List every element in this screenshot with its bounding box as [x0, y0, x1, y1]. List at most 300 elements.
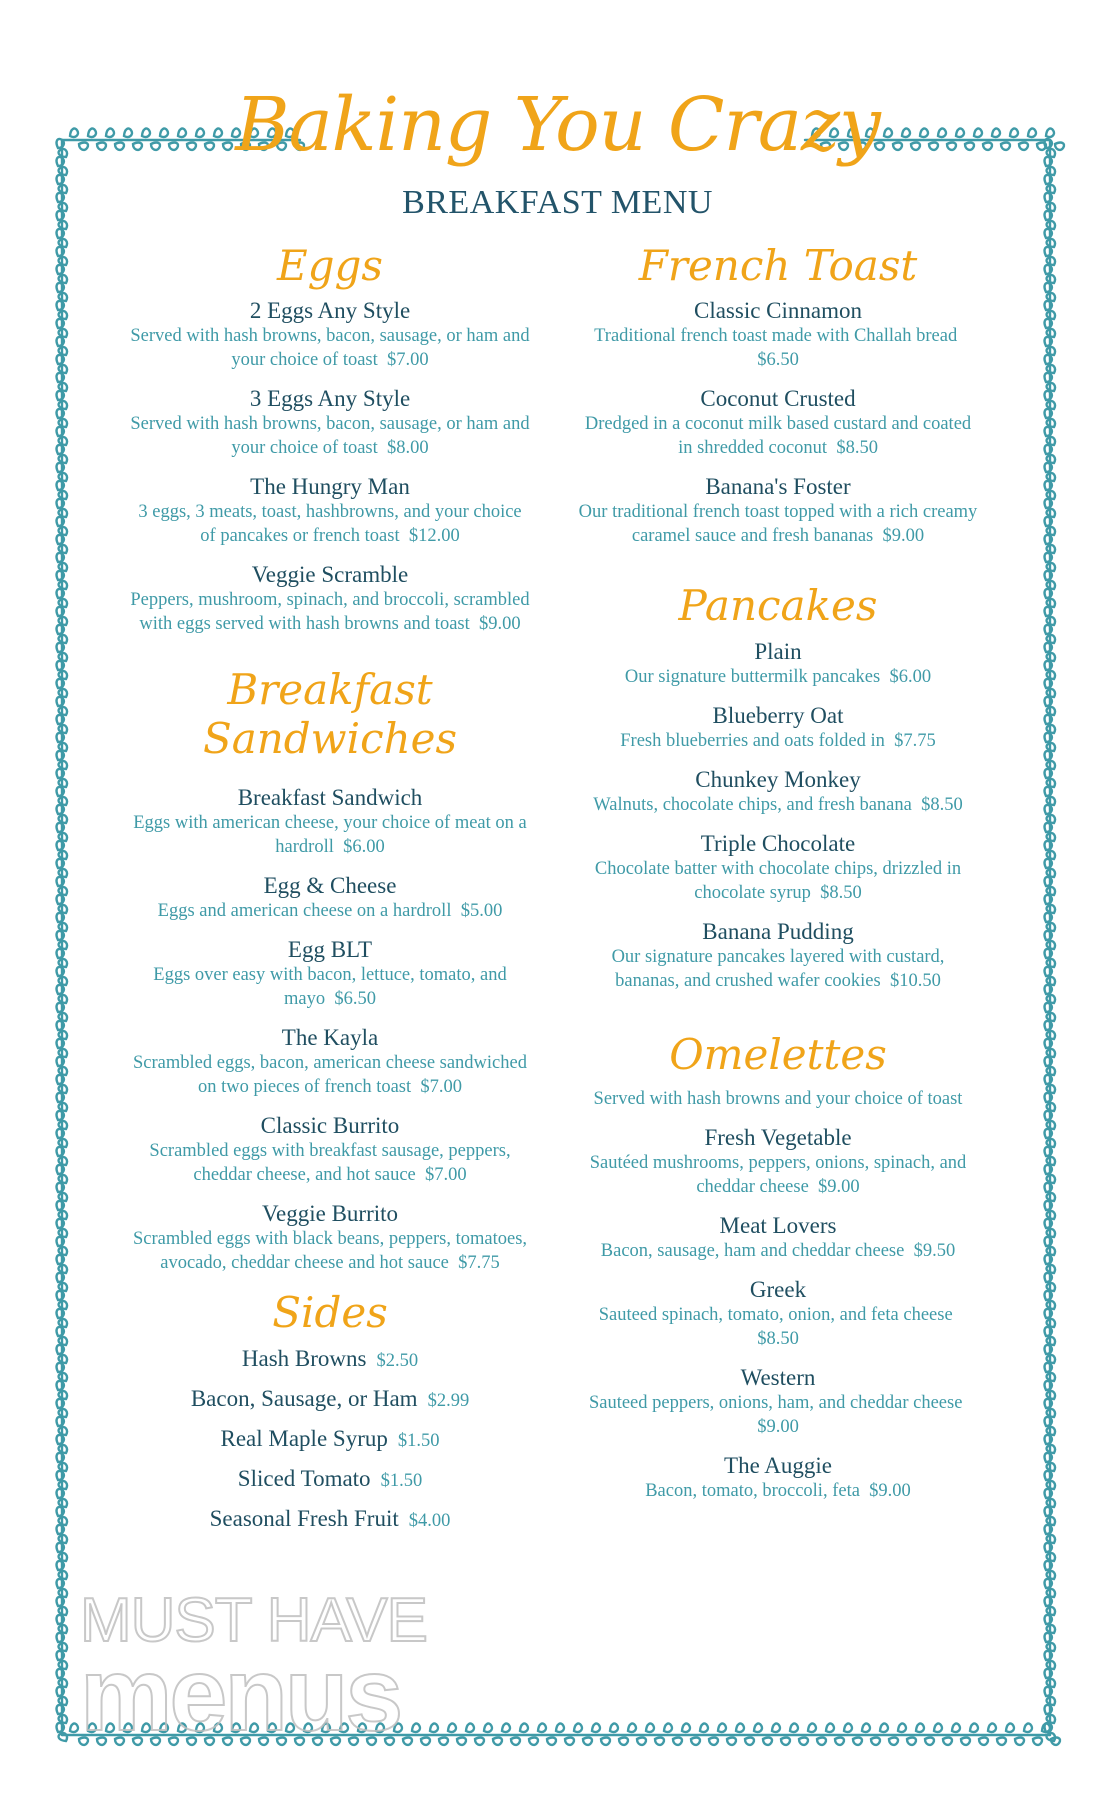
vine-leaf	[1042, 642, 1053, 654]
omelettes-note: Served with hash browns and your choice of toast	[593, 1088, 963, 1109]
vine-leaf	[57, 382, 68, 394]
item-name: Egg BLT	[287, 936, 373, 962]
vine-leaf	[54, 1110, 65, 1122]
vine-leaf	[1045, 1372, 1056, 1384]
item-price: $7.00	[387, 350, 429, 371]
menu-item	[578, 386, 978, 460]
vine-leaf	[1045, 1246, 1056, 1258]
vine-leaf	[54, 642, 65, 654]
vine-leaf	[57, 958, 68, 970]
vine-leaf	[1042, 588, 1053, 600]
vine-leaf	[54, 1560, 65, 1572]
restaurant-title: Baking You Crazy	[235, 82, 880, 168]
vine-leaf	[57, 508, 68, 520]
vine-leaf	[1045, 166, 1056, 178]
vine-leaf	[1042, 1002, 1053, 1014]
vine-leaf	[57, 706, 68, 718]
vine-leaf	[1045, 670, 1056, 682]
vine-leaf	[1042, 462, 1053, 474]
vine-leaf	[230, 1722, 242, 1733]
vine-leaf	[1045, 1048, 1056, 1060]
vine-leaf	[54, 1542, 65, 1554]
side-price: $2.99	[427, 1391, 470, 1412]
vine-leaf	[1045, 1624, 1056, 1636]
vine-leaf	[57, 1624, 68, 1636]
vine-leaf	[57, 1048, 68, 1060]
vine-leaf	[1045, 454, 1056, 466]
vine-leaf	[932, 1722, 944, 1733]
vine-leaf	[1045, 850, 1056, 862]
vine-leaf	[1042, 1200, 1053, 1212]
vine-leaf	[57, 166, 68, 178]
vine-leaf	[1004, 1722, 1016, 1733]
vine-leaf	[968, 1722, 980, 1733]
vine-leaf	[1042, 1020, 1053, 1032]
item-description: Dredged in a coconut milk based custard and coated in shredded coconut $8.50	[584, 414, 972, 459]
vine-leaf	[1042, 1488, 1053, 1500]
vine-leaf	[1045, 1282, 1056, 1294]
vine-leaf	[986, 1722, 998, 1733]
vine-leaf	[54, 822, 65, 834]
vine-leaf	[1042, 1632, 1053, 1644]
vine-leaf	[54, 1578, 65, 1590]
vine-leaf	[599, 1735, 611, 1746]
vine-leaf	[401, 1735, 413, 1746]
pancakes-section	[578, 582, 978, 992]
item-description: Eggs over easy with bacon, lettuce, tomato, and mayo $6.50	[153, 964, 507, 1009]
vine-leaf	[54, 462, 65, 474]
vine-leaf	[995, 1735, 1007, 1746]
item-name: Greek	[749, 1276, 807, 1302]
vine-leaf	[617, 1735, 629, 1746]
vine-leaf	[57, 1282, 68, 1294]
item-price: $8.50	[921, 794, 963, 815]
vine-leaf	[54, 1362, 65, 1374]
vine-leaf	[1042, 1470, 1053, 1482]
vine-leaf	[1045, 886, 1056, 898]
vine-leaf	[869, 1735, 881, 1746]
vine-leaf	[54, 282, 65, 294]
vine-leaf	[54, 894, 65, 906]
side-price: $1.50	[380, 1471, 423, 1492]
item-name: Fresh Vegetable	[704, 1124, 852, 1150]
vine-leaf	[57, 1426, 68, 1438]
vine-leaf	[57, 760, 68, 772]
menu-item	[578, 1125, 978, 1199]
item-description: Our traditional french toast topped with a rich creamy caramel sauce and fresh bananas $9.00	[578, 502, 978, 547]
menu-item	[130, 562, 530, 636]
vine-leaf	[1042, 1542, 1053, 1554]
vine-leaf	[1045, 544, 1056, 556]
vine-leaf	[1042, 1038, 1053, 1050]
vine-leaf	[1045, 1606, 1056, 1618]
vine-leaf	[57, 742, 68, 754]
vine-leaf	[158, 1722, 170, 1733]
vine-leaf	[54, 1722, 65, 1734]
vine-leaf	[1042, 804, 1053, 816]
section-title-pancakes: Pancakes	[678, 581, 878, 631]
vine-leaf	[1042, 1650, 1053, 1662]
menu-item	[578, 639, 978, 689]
vine-leaf	[1045, 958, 1056, 970]
vine-leaf	[554, 1722, 566, 1733]
vine-leaf	[57, 346, 68, 358]
menu-item	[578, 298, 978, 372]
vine-leaf	[131, 1735, 143, 1746]
vine-leaf	[1042, 1272, 1053, 1284]
vine-leaf	[54, 1452, 65, 1464]
item-description: Scrambled eggs with breakfast sausage, peppers, cheddar cheese, and hot sauce $7.00	[149, 1140, 511, 1185]
vine-leaf	[833, 1735, 845, 1746]
vine-leaf	[1045, 1138, 1056, 1150]
vine-leaf	[1042, 930, 1053, 942]
item-description: Scrambled eggs with black beans, peppers, tomatoes, avocado, cheddar cheese and hot sauce $7.75	[132, 1228, 528, 1273]
vine-leaf	[185, 1735, 197, 1746]
side-price: $2.50	[376, 1351, 419, 1372]
item-price: $8.00	[387, 438, 429, 459]
vine-leaf	[57, 1498, 68, 1510]
vine-leaf	[626, 1722, 638, 1733]
vine-leaf	[212, 1722, 224, 1733]
vine-leaf	[57, 1372, 68, 1384]
item-name: Banana Pudding	[702, 918, 854, 944]
vine-leaf	[57, 634, 68, 646]
vine-leaf	[1045, 634, 1056, 646]
vine-leaf	[1045, 1156, 1056, 1168]
vine-leaf	[1042, 354, 1053, 366]
vine-leaf	[54, 1146, 65, 1158]
vine-leaf	[608, 1722, 620, 1733]
vine-leaf	[54, 750, 65, 762]
vine-leaf	[54, 876, 65, 888]
vine-leaf	[851, 1735, 863, 1746]
vine-leaf	[527, 1735, 539, 1746]
vine-leaf	[914, 1722, 926, 1733]
vine-leaf	[203, 1735, 215, 1746]
vine-leaf	[57, 994, 68, 1006]
vine-leaf	[1042, 300, 1053, 312]
vine-leaf	[57, 1642, 68, 1654]
item-price: $6.50	[757, 350, 799, 371]
vine-leaf	[57, 1354, 68, 1366]
vine-leaf	[57, 778, 68, 790]
vine-leaf	[842, 1722, 854, 1733]
vine-leaf	[57, 256, 68, 268]
vine-leaf	[54, 660, 65, 672]
vine-leaf	[57, 1246, 68, 1258]
vine-leaf	[57, 274, 68, 286]
vine-leaf	[1045, 382, 1056, 394]
vine-leaf	[1042, 1722, 1053, 1734]
vine-leaf	[1045, 1192, 1056, 1204]
vine-leaf	[284, 1722, 296, 1733]
vine-leaf	[365, 1735, 377, 1746]
vine-leaf	[54, 1488, 65, 1500]
vine-leaf	[1045, 742, 1056, 754]
vine-leaf	[1045, 346, 1056, 358]
vine-leaf	[1031, 1735, 1043, 1746]
item-name: Veggie Scramble	[251, 562, 409, 588]
vine-leaf	[509, 1735, 521, 1746]
vine-leaf	[1045, 238, 1056, 250]
vine-leaf	[57, 1174, 68, 1186]
vine-leaf	[815, 1735, 827, 1746]
vine-leaf	[57, 1300, 68, 1312]
vine-leaf	[1042, 1596, 1053, 1608]
vine-leaf	[176, 1722, 188, 1733]
vine-leaf	[86, 1722, 98, 1733]
vine-leaf	[1042, 696, 1053, 708]
vine-leaf	[356, 1722, 368, 1733]
item-price: $7.75	[894, 730, 936, 751]
vine-leaf	[54, 300, 65, 312]
vine-leaf	[57, 850, 68, 862]
vine-leaf	[1042, 1524, 1053, 1536]
vine-leaf	[54, 246, 65, 258]
vine-leaf	[57, 1156, 68, 1168]
vine-leaf	[57, 1210, 68, 1222]
vine-leaf	[1049, 1735, 1061, 1746]
vine-leaf	[1045, 922, 1056, 934]
vine-leaf	[536, 1722, 548, 1733]
vine-leaf	[57, 688, 68, 700]
vine-leaf	[1045, 796, 1056, 808]
vine-leaf	[1042, 858, 1053, 870]
item-description: Sauteed peppers, onions, ham, and cheddar cheese $9.00	[588, 1392, 963, 1437]
item-name: Egg & Cheese	[263, 872, 397, 898]
vine-leaf	[57, 490, 68, 502]
vine-leaf	[57, 1696, 68, 1708]
vine-leaf	[1042, 444, 1053, 456]
item-description: Sauteed spinach, tomato, onion, and feta cheese $8.50	[598, 1304, 953, 1349]
vine-leaf	[1045, 598, 1056, 610]
side-item	[130, 1465, 530, 1495]
vine-leaf	[57, 526, 68, 538]
omelettes-section	[578, 1031, 978, 1503]
vine-leaf	[1045, 1426, 1056, 1438]
vine-leaf	[878, 1722, 890, 1733]
side-name: Seasonal Fresh Fruit	[209, 1506, 399, 1532]
vine-leaf	[57, 1336, 68, 1348]
menu-item	[578, 767, 978, 817]
vine-leaf	[54, 1272, 65, 1284]
vine-leaf	[54, 1668, 65, 1680]
vine-leaf	[1042, 1254, 1053, 1266]
vine-leaf	[54, 516, 65, 528]
vine-leaf	[1045, 580, 1056, 592]
section-title-eggs: Eggs	[277, 241, 383, 290]
side-name: Bacon, Sausage, or Ham	[190, 1386, 418, 1412]
vine-leaf	[1045, 1498, 1056, 1510]
vine-leaf	[1042, 1056, 1053, 1068]
vine-leaf	[54, 480, 65, 492]
watermark-line: MUST HAVE	[80, 1586, 427, 1655]
vine-leaf	[455, 1735, 467, 1746]
vine-leaf	[824, 1722, 836, 1733]
vine-leaf	[57, 976, 68, 988]
item-description: Scrambled eggs, bacon, american cheese sandwiched on two pieces of french toast $7.00	[133, 1052, 527, 1097]
vine-leaf	[1042, 1074, 1053, 1086]
vine-leaf	[54, 534, 65, 546]
vine-leaf	[1045, 1354, 1056, 1366]
vine-leaf	[54, 1326, 65, 1338]
vine-leaf	[257, 1735, 269, 1746]
vine-leaf	[54, 1650, 65, 1662]
item-name: Veggie Burrito	[261, 1200, 399, 1226]
vine-leaf	[248, 1722, 260, 1733]
section-title-omelettes: Omelettes	[669, 1029, 887, 1079]
vine-leaf	[77, 1735, 89, 1746]
menu-item	[130, 298, 530, 372]
section-title-line: Breakfast	[227, 665, 433, 715]
vine-leaf	[770, 1722, 782, 1733]
vine-leaf	[1042, 1416, 1053, 1428]
vine-leaf	[446, 1722, 458, 1733]
section-title-sandwiches	[130, 666, 530, 763]
vine-leaf	[57, 868, 68, 880]
menu-item	[130, 1025, 530, 1099]
vine-leaf	[54, 1128, 65, 1140]
vine-leaf	[54, 1182, 65, 1194]
right-column	[578, 242, 978, 1517]
vine-leaf	[653, 1735, 665, 1746]
vine-leaf	[54, 570, 65, 582]
item-name: Banana's Foster	[705, 474, 851, 500]
vine-leaf	[1042, 1578, 1053, 1590]
vine-leaf	[194, 1722, 206, 1733]
vine-leaf	[54, 1218, 65, 1230]
vine-leaf	[54, 804, 65, 816]
vine-leaf	[1045, 256, 1056, 268]
vine-leaf	[788, 1722, 800, 1733]
vine-leaf	[57, 400, 68, 412]
item-description: Chocolate batter with chocolate chips, drizzled in chocolate syrup $8.50	[594, 858, 962, 903]
vine-leaf	[57, 1480, 68, 1492]
vine-leaf	[1042, 336, 1053, 348]
vine-leaf	[57, 1264, 68, 1276]
vine-leaf	[1042, 624, 1053, 636]
vine-leaf	[57, 1138, 68, 1150]
vine-leaf	[54, 912, 65, 924]
vine-leaf	[1045, 1030, 1056, 1042]
vine-leaf	[1042, 228, 1053, 240]
vine-leaf	[698, 1722, 710, 1733]
vine-leaf	[572, 1722, 584, 1733]
vine-leaf	[57, 616, 68, 628]
item-price: $6.00	[889, 666, 932, 687]
vine-leaf	[57, 796, 68, 808]
vine-leaf	[1045, 418, 1056, 430]
vine-leaf	[1042, 570, 1053, 582]
vine-leaf	[54, 840, 65, 852]
item-name: Triple Chocolate	[700, 830, 856, 856]
item-description: Served with hash browns, bacon, sausage, or ham and your choice of toast $8.00	[130, 414, 530, 459]
vine-leaf	[54, 372, 65, 384]
vine-leaf	[54, 768, 65, 780]
item-name: Breakfast Sandwich	[237, 784, 423, 810]
vine-leaf	[1045, 328, 1056, 340]
watermark-logo	[80, 1586, 500, 1753]
vine-leaf	[1042, 1290, 1053, 1302]
vine-leaf	[54, 930, 65, 942]
vine-leaf	[761, 1735, 773, 1746]
vine-leaf	[54, 624, 65, 636]
vine-leaf	[1042, 1146, 1053, 1158]
vine-leaf	[57, 652, 68, 664]
side-price: $4.00	[408, 1511, 451, 1532]
vine-leaf	[1042, 606, 1053, 618]
vine-leaf	[1042, 246, 1053, 258]
vine-leaf	[57, 1714, 68, 1726]
vine-leaf	[392, 1722, 404, 1733]
vine-leaf	[383, 1735, 395, 1746]
vine-leaf	[734, 1722, 746, 1733]
vine-leaf	[716, 1722, 728, 1733]
item-description: Our signature pancakes layered with custard, bananas, and crushed wafer cookies $10.50	[611, 946, 945, 991]
vine-leaf	[1045, 778, 1056, 790]
vine-leaf	[1042, 372, 1053, 384]
vine-leaf	[1045, 1174, 1056, 1186]
vine-leaf	[54, 498, 65, 510]
vine-leaf	[54, 444, 65, 456]
vine-leaf	[1045, 1408, 1056, 1420]
vine-leaf	[57, 310, 68, 322]
item-price: $5.00	[460, 900, 503, 921]
vine-leaf	[113, 1735, 125, 1746]
vine-leaf	[1045, 904, 1056, 916]
vine-leaf	[57, 1120, 68, 1132]
vine-leaf	[1042, 498, 1053, 510]
vine-leaf	[57, 832, 68, 844]
vine-leaf	[1045, 1120, 1056, 1132]
vine-leaf	[950, 1722, 962, 1733]
vine-leaf	[1045, 832, 1056, 844]
vine-leaf	[95, 1735, 107, 1746]
vine-leaf	[1045, 1084, 1056, 1096]
vine-leaf	[806, 1722, 818, 1733]
menu-item	[578, 474, 978, 548]
item-price: $7.00	[425, 1164, 467, 1185]
vine-leaf	[57, 1462, 68, 1474]
vine-leaf	[797, 1735, 809, 1746]
item-description: Peppers, mushroom, spinach, and broccoli, scrambled with eggs served with hash browns and toast $9.00	[130, 590, 530, 635]
vine-leaf	[1045, 1732, 1056, 1744]
vine-leaf	[1045, 1480, 1056, 1492]
vine-leaf	[1045, 652, 1056, 664]
menu-item	[130, 785, 530, 859]
eggs-section	[130, 242, 530, 636]
vine-leaf	[1045, 1552, 1056, 1564]
vine-leaf	[1045, 1210, 1056, 1222]
vine-leaf	[54, 678, 65, 690]
vine-leaf	[1045, 706, 1056, 718]
vine-leaf	[410, 1722, 422, 1733]
vine-leaf	[1045, 436, 1056, 448]
menu-item	[578, 919, 978, 993]
vine-leaf	[1042, 966, 1053, 978]
vine-leaf	[1042, 516, 1053, 528]
item-name: Blueberry Oat	[712, 702, 844, 728]
vine-leaf	[54, 1200, 65, 1212]
vine-leaf	[500, 1722, 512, 1733]
vine-leaf	[1042, 1686, 1053, 1698]
item-price: $10.50	[889, 970, 941, 991]
vine-leaf	[57, 454, 68, 466]
vine-leaf	[1045, 1534, 1056, 1546]
item-price: $9.00	[479, 614, 521, 635]
vine-leaf	[1042, 1614, 1053, 1626]
vine-leaf	[1045, 400, 1056, 412]
